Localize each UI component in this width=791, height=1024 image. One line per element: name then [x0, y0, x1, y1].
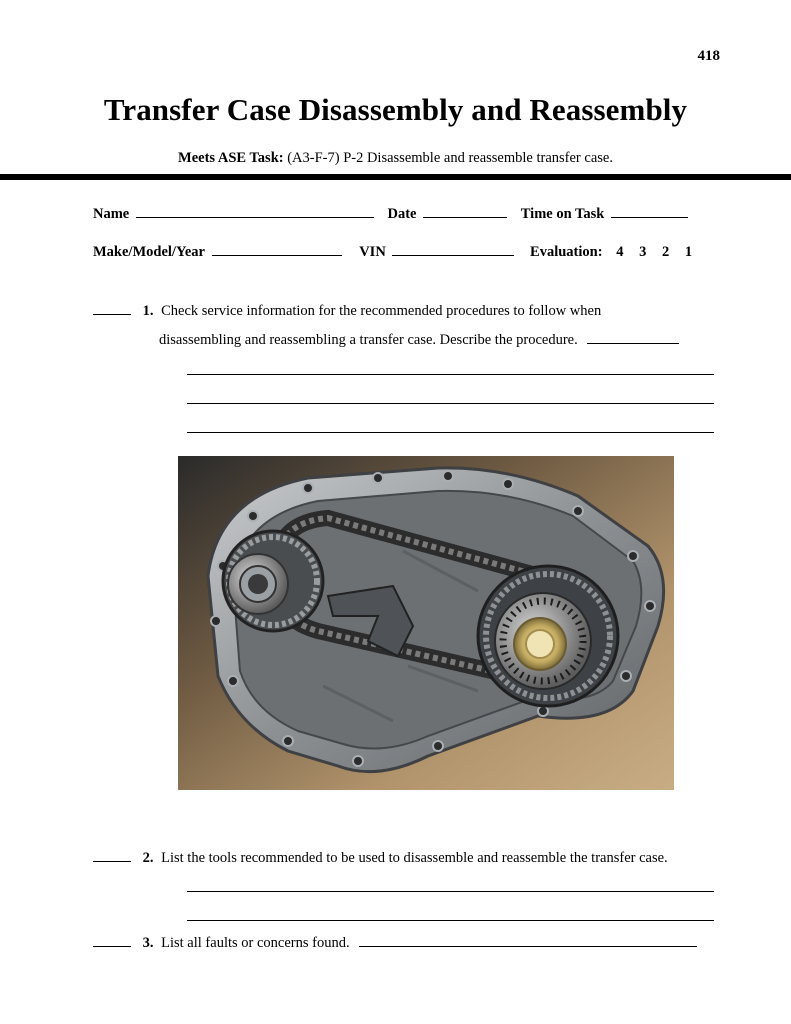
- name-field[interactable]: [136, 205, 374, 218]
- ase-task-text: (A3-F-7) P-2 Disassemble and reassemble transfer case.: [287, 150, 613, 166]
- item-2-text: List the tools recommended to be used to disassemble and reassemble the transfer case.: [161, 850, 668, 866]
- evaluation-score-3[interactable]: 3: [639, 244, 647, 260]
- item-3-number: 3.: [142, 935, 154, 951]
- item-1-answer-line-1[interactable]: [187, 374, 714, 375]
- evaluation-score-1[interactable]: 1: [684, 244, 693, 260]
- header-row-1: [93, 205, 688, 223]
- item-2-answer-line-1[interactable]: [187, 891, 714, 892]
- transfer-case-photo: [178, 456, 674, 790]
- item-3-answer-field[interactable]: [359, 934, 697, 947]
- task-item-1: [93, 302, 601, 320]
- item-1-text-line-2: disassembling and reassembling a transfer case. Describe the procedure.: [159, 332, 578, 348]
- item-1-answer-field[interactable]: [587, 331, 679, 344]
- item-3-text: List all faults or concerns found.: [161, 935, 350, 951]
- item-1-answer-line-3[interactable]: [187, 432, 714, 433]
- evaluation-score-4[interactable]: 4: [616, 244, 624, 260]
- item-1-answer-line-2[interactable]: [187, 403, 714, 404]
- evaluation-label: Evaluation:: [530, 244, 603, 260]
- evaluation-score-2[interactable]: 2: [661, 244, 670, 260]
- item-2-number: 2.: [142, 850, 154, 866]
- header-rule: [0, 174, 791, 180]
- date-label: Date: [387, 206, 417, 222]
- item-1-number: 1.: [142, 303, 154, 319]
- date-field[interactable]: [423, 205, 507, 218]
- item-2-check-field[interactable]: [93, 849, 131, 862]
- page-title: Transfer Case Disassembly and Reassembly: [103, 92, 688, 127]
- task-item-2: [93, 849, 668, 867]
- header-row-2: [93, 243, 692, 261]
- time-on-task-field[interactable]: [611, 205, 688, 218]
- ase-task-label: Meets ASE Task:: [178, 150, 284, 166]
- task-item-3: [93, 934, 697, 952]
- item-3-check-field[interactable]: [93, 934, 131, 947]
- make-model-year-field[interactable]: [212, 243, 342, 256]
- task-item-1-cont: [159, 331, 679, 349]
- item-2-answer-line-2[interactable]: [187, 920, 714, 921]
- name-label: Name: [93, 206, 130, 222]
- vin-field[interactable]: [392, 243, 514, 256]
- time-on-task-label: Time on Task: [520, 206, 605, 222]
- vin-label: VIN: [359, 244, 386, 260]
- item-1-check-field[interactable]: [93, 302, 131, 315]
- page-number: 418: [697, 48, 720, 64]
- make-model-year-label: Make/Model/Year: [93, 244, 205, 260]
- item-1-text-line-1: Check service information for the recommended procedures to follow when: [161, 303, 602, 319]
- ase-task-line: [0, 150, 791, 167]
